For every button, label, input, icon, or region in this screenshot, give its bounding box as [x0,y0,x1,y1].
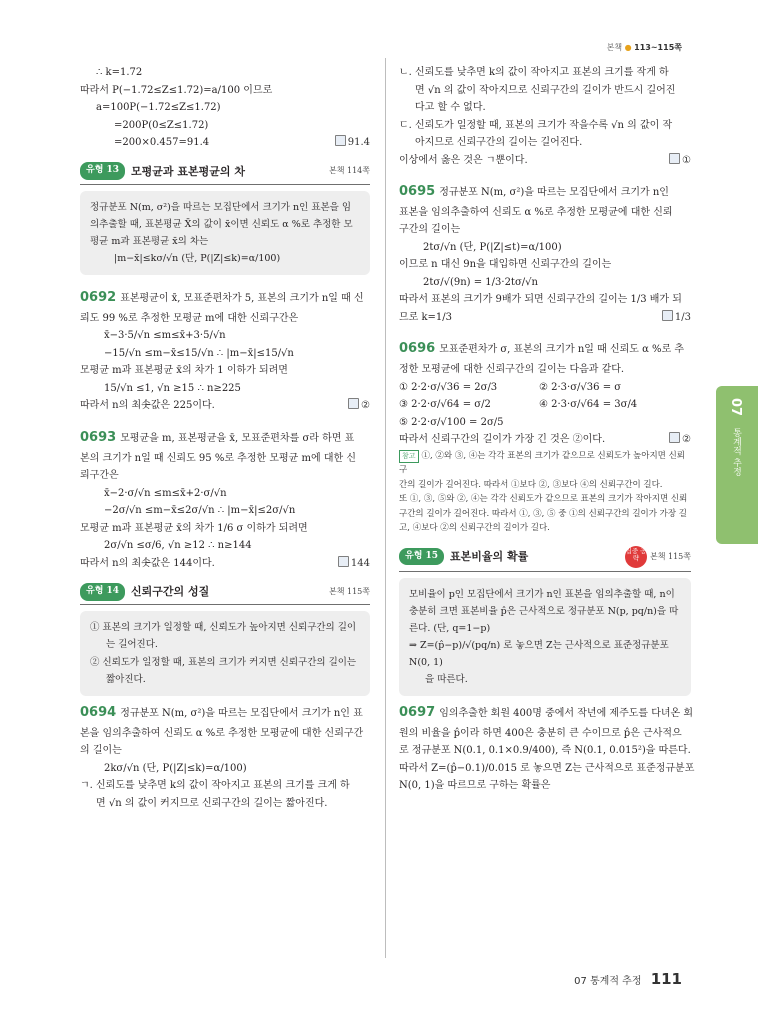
answer-icon [338,556,349,567]
solution-line [80,134,370,152]
solution-line: ㄴ. 신뢰도를 낮추면 k의 값이 작아지고 표본의 크기를 작게 하 [399,67,669,78]
options-row [399,396,691,414]
type-title: 표본비율의 확률 [450,549,529,563]
problem-0693 [80,427,370,450]
type-14-box [80,611,370,695]
solution-line: 정한 모평균에 대한 신뢰구간의 길이는 다음과 같다. [399,364,625,375]
solution-line: −15/√n ≤m−x̄≤15/√n ∴ |m−x̄|≤15/√n [104,347,294,359]
answer-icon [662,310,673,321]
box-line: 평균 m과 표본평균 x̄의 차는 [90,235,209,247]
solution-line [80,397,370,415]
solution-text: 이상에서 옳은 것은 ㄱ뿐이다. [399,154,528,166]
problem-0692 [80,287,370,310]
box-line: 짧아진다. [106,673,146,685]
hot-topic-badge: 집중 공략 [625,546,647,568]
type-badge: 유형 14 [80,583,125,601]
solution-line: 임의추출한 회원 400명 중에서 작년에 제주도를 다녀온 회 [439,708,694,720]
solution-line: 정규분포 N(m, σ²)을 따르는 모집단에서 크기가 n인 표 [120,707,363,719]
solution-line: 이므로 n 대신 9n을 대입하면 신뢰구간의 길이는 [399,259,612,271]
problem-number: 0696 [399,341,436,357]
solution-line: 2tσ/√(9n) = 1/3·2tσ/√n [423,276,538,288]
solution-line: 뢰도 99 %로 추정한 모평균 m에 대한 신뢰구간은 [80,312,299,324]
solution-line: 따라서 표본의 크기가 9배가 되면 신뢰구간의 길이는 1/3 배가 되 [399,294,682,306]
type-title: 모평균과 표본평균의 차 [131,164,245,178]
answer-value: 144 [350,557,370,569]
solution-line: x̄−2·σ/√n ≤m≤x̄+2·σ/√n [104,487,227,499]
solution-line [399,152,691,170]
answer-value: ② [682,434,691,445]
type-badge: 유형 13 [80,162,125,180]
box-line: ⇒ Z=(p̂−p)/√(pq/n) 로 놓으면 Z는 근사적으로 표준정규분포 N(0, 1) [409,639,669,668]
type-title: 신뢰구간의 성질 [131,585,210,599]
problem-0695 [399,181,691,204]
box-line: |m−x̄|≤kσ/√n (단, P(|Z|≤k)=α/100) [114,253,281,265]
ref-label: 본책 [606,43,623,52]
answer-mark [662,309,691,327]
note-tag: 참고 [399,450,419,464]
solution-line: 의 길이는 [80,745,122,756]
type-15-box [399,578,691,697]
solution-line: 2tσ/√n (단, P(|Z|≤t)=α/100) [423,241,562,253]
type-13-box [80,191,370,275]
solution-text: 따라서 n의 최솟값은 144이다. [80,557,215,569]
box-line: 을 따른다. [425,674,468,686]
box-line: 모비율이 p인 모집단에서 크기가 n인 표본을 임의추출할 때, n이 [409,588,675,600]
answer-mark [338,555,370,573]
note-line: ①, ②와 ③, ④는 각각 표본의 크기가 같으므로 신뢰도가 높아지면 신뢰구 [399,450,686,476]
answer-icon [669,432,680,443]
solution-line: 구간의 길이는 [399,224,461,236]
solution-line: 아지므로 신뢰구간의 길이는 길어진다. [415,137,583,148]
bullet-dot-icon: ● [624,43,632,52]
solution-line: 뢰구간은 [80,470,119,482]
solution-line: 따라서 Z=(p̂−0.1)/0.015 로 놓으면 Z는 근사적으로 표준정규분포 [399,762,695,774]
solution-line: 로 정규분포 N(0.1, 0.1×0.9/400), 즉 N(0.1, 0.015²)을 따른다. [399,745,691,757]
box-line: 른다. (단, q=1−p) [409,622,491,634]
problem-number: 0692 [80,290,117,306]
solution-line: 모평균을 m, 표본평균을 x̄, 모표준편차를 σ라 하면 표 [120,432,355,444]
type-14-header [80,582,370,605]
option-item: ③ 2·2·σ/√64 = σ/2 [399,399,491,410]
answer-icon [669,153,680,164]
page-footer [574,970,682,988]
problem-number: 0697 [399,705,436,721]
chapter-side-tab [716,386,758,544]
box-line: 정규분포 N(m, σ²)을 따르는 모집단에서 크기가 n인 표본을 임 [90,201,352,213]
option-item: ① 2·2·σ/√36 = 2σ/3 [399,381,498,393]
ref-pages: 113~115쪽 [634,43,682,52]
type-ref: 본책 114쪽 [329,166,370,176]
problem-0696 [399,338,691,361]
note-line: 구간의 길이가 길어진다. 따라서 ①, ③, ⑤ 중 ①의 신뢰구간의 길이가 가장 길 [399,508,688,519]
answer-value: ② [361,400,370,412]
left-column [80,64,370,812]
solution-text: =200×0.457=91.4 [114,137,210,148]
answer-icon [348,398,359,409]
option-item: ④ 2·3·σ/√64 = 3σ/4 [539,399,638,410]
type-13-header [80,162,370,185]
solution-line: a=100P(−1.72≤Z≤1.72) [96,102,221,113]
footer-chapter: 07 통계적 추정 [574,976,642,987]
box-line: ① 표본의 크기가 일정할 때, 신뢰도가 높아지면 신뢰구간의 길이 [90,622,357,634]
problem-0694 [80,702,370,725]
answer-icon [335,135,346,146]
box-line: 의추출할 때, 표본평균 X̄의 값이 x̄이면 신뢰도 α %로 추정한 모 [90,218,353,230]
solution-line [399,431,691,449]
solution-line: −2σ/√n ≤m−x̄≤2σ/√n ∴ |m−x̄|≤2σ/√n [104,505,296,517]
solution-line: 모표준편차가 σ, 표본의 크기가 n일 때 신뢰도 α %로 추 [439,344,685,356]
solution-text: 므로 k=1/3 [399,311,453,323]
solution-line: 2σ/√n ≤σ/6, √n ≥12 ∴ n≥144 [104,540,252,552]
solution-text: 따라서 n의 최솟값은 225이다. [80,400,215,412]
solution-line: 면 √n 의 값이 커지므로 신뢰구간의 길이는 짧아진다. [96,797,328,809]
options-row [399,379,691,397]
type-ref: 본책 115쪽 [329,586,370,596]
page-reference [607,42,682,53]
problem-number: 0695 [399,184,436,199]
type-ref: 본책 115쪽 [650,551,691,561]
chapter-number: 07 [728,398,743,417]
solution-line: =200P(0≤Z≤1.72) [114,119,209,131]
solution-line: 면 √n 의 값이 작아지므로 신뢰구간의 길이가 반드시 길어진 [415,84,676,96]
solution-line: ㄱ. 신뢰도를 낮추면 k의 값이 작아지고 표본의 크기를 크게 하 [80,780,350,791]
solution-line [399,309,691,327]
solution-line: 모평균 m과 표본평균 x̄의 차가 1 이하가 되려면 [80,365,288,377]
solution-line: ㄷ. 신뢰도가 일정할 때, 표본의 크기가 작을수록 √n 의 값이 작 [399,119,673,131]
box-line: 충분히 크면 표본비율 p̂은 근사적으로 정규분포 N(p, pq/n)을 따 [409,605,679,617]
page-number: 111 [650,970,682,988]
option-item: ⑤ 2·2·σ/√100 = 2σ/5 [399,416,504,428]
right-column [399,64,695,795]
note-line: 또 ①, ③, ⑤와 ②, ④는 각각 신뢰도가 같으므로 표본의 크기가 작아지면 신뢰 [399,494,688,505]
problem-0697 [399,702,694,725]
solution-line: 모평균 m과 표본평균 x̄의 차가 1/6 σ 이하가 되려면 [80,522,308,534]
solution-line [80,555,370,573]
solution-line: N(0, 1)을 따르므로 구하는 확률은 [399,780,551,792]
solution-line: 표본평균이 x̄, 모표준편차가 5, 표본의 크기가 n일 때 신 [120,293,364,305]
column-divider [385,58,386,958]
answer-mark [669,431,691,449]
answer-mark [335,134,370,152]
solution-line: 본을 임의추출하여 신뢰도 α %로 추정한 모평균에 대한 신뢰구간 [80,727,364,739]
solution-line: 15/√n ≤1, √n ≥15 ∴ n≥225 [104,382,241,394]
solution-line: 표본을 임의추출하여 신뢰도 α %로 추정한 모평균에 대한 신뢰 [399,206,673,218]
reference-note [399,449,691,536]
solution-line: x̄−3·5/√n ≤m≤x̄+3·5/√n [104,330,226,342]
solution-line: 다고 할 수 없다. [415,102,486,113]
note-line: 간의 길이가 길어진다. 따라서 ①보다 ②, ③보다 ④의 신뢰구간이 길다. [399,479,663,490]
note-line: 고, ④보다 ②의 신뢰구간의 길이가 길다. [399,523,550,534]
chapter-label: 통계적 추정 [731,428,741,476]
type-badge: 유형 15 [399,548,444,566]
solution-line: 2kσ/√n (단, P(|Z|≤k)=α/100) [104,762,247,774]
problem-number: 0693 [80,429,117,445]
option-item: ② 2·3·σ/√36 = σ [539,381,622,393]
solution-line: 따라서 P(−1.72≤Z≤1.72)=a/100 이므로 [80,84,273,96]
answer-mark [669,152,691,170]
answer-value: 91.4 [347,137,370,148]
answer-mark [348,397,370,415]
problem-number: 0694 [80,704,117,720]
box-line: ② 신뢰도가 일정할 때, 표본의 크기가 커지면 신뢰구간의 길이는 [90,656,357,668]
box-line: 는 길어진다. [106,639,158,651]
solution-line: ∴ k=1.72 [96,67,143,78]
solution-line: 본의 크기가 n일 때 신뢰도 95 %로 추정한 모평균 m에 대한 신 [80,452,356,464]
solution-line: 정규분포 N(m, σ²)을 따르는 모집단에서 크기가 n인 [439,187,669,198]
type-15-header [399,546,691,572]
answer-value: 1/3 [674,311,691,323]
answer-value: ① [682,154,691,166]
solution-text: 따라서 신뢰구간의 길이가 가장 긴 것은 ②이다. [399,434,606,445]
solution-line: 원의 비율을 p̂이라 하면 400은 충분히 큰 수이므로 p̂은 근사적으 [399,727,682,739]
